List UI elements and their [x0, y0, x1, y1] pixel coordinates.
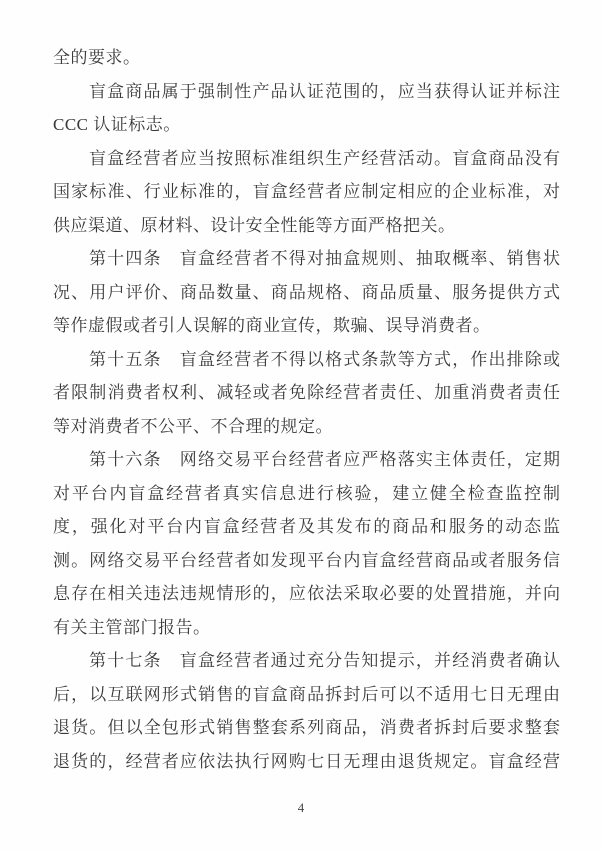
- text-line: 息存在相关违法违规情形的，应依法采取必要的处置措施，并向: [53, 584, 560, 603]
- text-line: 全的要求。: [53, 48, 141, 67]
- text-line: 等对消费者不公平、不合理的规定。: [53, 416, 333, 436]
- text-line: 盲盒商品属于强制性产品认证范围的，应当获得认证并标注: [89, 81, 560, 101]
- text-line: 第十四条 盲盒经营者不得对抽盒规则、抽取概率、销售状: [89, 249, 560, 268]
- text-line: 退货的，经营者应依法执行网购七日无理由退货规定。盲盒经营: [53, 751, 560, 771]
- text-line: 有关主管部门报告。: [53, 617, 211, 637]
- text-line: 盲盒经营者应当按照标准组织生产经营活动。盲盒商品没有: [89, 148, 560, 168]
- text-line: 供应渠道、原材料、设计安全性能等方面严格把关。: [53, 215, 456, 235]
- text-line: CCC 认证标志。: [53, 115, 181, 134]
- page-number: 4: [297, 800, 305, 815]
- text-block: [53, 41, 560, 778]
- text-line: 度，强化对平台内盲盒经营者及其发布的商品和服务的动态监: [53, 517, 560, 536]
- text-line: 第十五条 盲盒经营者不得以格式条款等方式，作出排除或: [89, 349, 560, 369]
- text-line: 第十六条 网络交易平台经营者应严格落实主体责任，定期: [89, 450, 560, 469]
- text-line: 测。网络交易平台经营者如发现平台内盲盒经营商品或者服务信: [53, 550, 560, 570]
- text-line: 后，以互联网形式销售的盲盒商品拆封后可以不适用七日无理由: [53, 684, 560, 704]
- text-line: 第十七条 盲盒经营者通过充分告知提示，并经消费者确认: [89, 651, 560, 670]
- text-line: 者限制消费者权利、减轻或者免除经营者责任、加重消费者责任: [53, 383, 560, 402]
- text-line: 国家标准、行业标准的，盲盒经营者应制定相应的企业标准，对: [53, 182, 560, 201]
- text-line: 况、用户评价、商品数量、商品规格、商品质量、服务提供方式: [53, 282, 560, 302]
- text-line: 退货。但以全包形式销售整套系列商品，消费者拆封后要求整套: [53, 718, 560, 737]
- text-line: 等作虚假或者引人误解的商业宣传，欺骗、误导消费者。: [53, 316, 491, 335]
- text-line: 对平台内盲盒经营者真实信息进行核验，建立健全检查监控制: [53, 483, 560, 503]
